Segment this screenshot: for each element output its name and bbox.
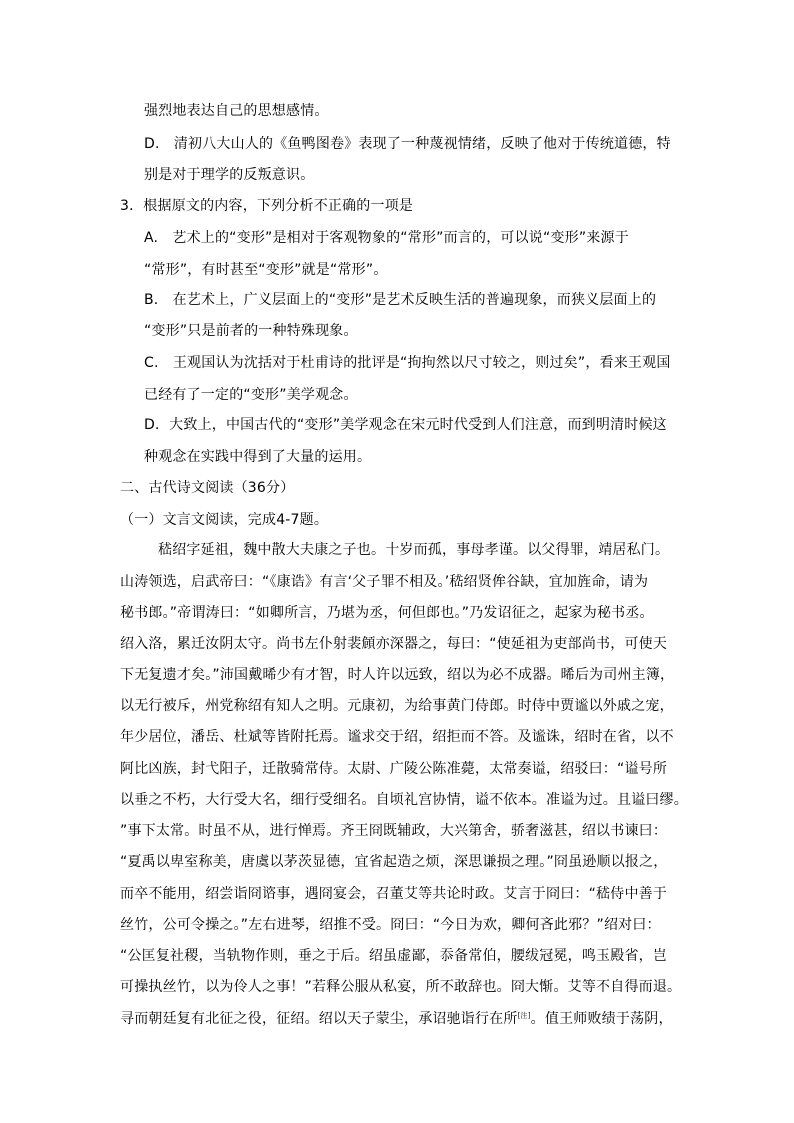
- option-b-line: B. 在艺术上，广义层面上的“变形”是艺术反映生活的普遍现象，而狭义层面上的: [144, 292, 657, 308]
- passage-line: ”事下太常。时虽不从，进行惮焉。齐王冏既辅政，大兴第舍，骄奢滋甚，绍以书谏曰：: [120, 823, 668, 839]
- option-a-line: A. 艺术上的“变形”是相对于客观物象的“常形”而言的，可以说“变形”来源于: [144, 230, 629, 246]
- option-d-line: D．大致上，中国古代的“变形”美学观念在宋元时代受到人们注意，而到明清时候这: [144, 417, 667, 433]
- text-line: 种观念在实践中得到了大量的运用。: [144, 449, 372, 465]
- text-line: “变形”只是前者的一种特殊现象。: [144, 323, 358, 339]
- passage-line: 年少居位，潘岳、杜斌等皆附托焉。谧求交于绍，绍拒而不答。及谧诛，绍时在省，以不: [120, 729, 674, 745]
- passage-line: 嵇绍字延祖，魏中散大夫康之子也。十岁而孤，事母孝谨。以父得罪，靖居私门。: [158, 542, 670, 558]
- passage-line: 而卒不能用，绍尝诣冏谘事，遇冏宴会，召董艾等共论时政。艾言于冏曰：“嵇侍中善于: [120, 886, 668, 902]
- text-line: 已经有了一定的“变形”美学观念。: [144, 387, 358, 403]
- passage-line: “夏禹以卑室称美，唐虞以茅茨显德，宜省起造之烦，深思谦损之理。”冏虽逊顺以报之，: [120, 854, 668, 870]
- passage-text: 寻而朝廷复有北征之役，征绍。绍以天子蒙尘，承诏驰诣行在所: [120, 1011, 518, 1027]
- passage-line: 山涛领选，启武帝曰：“《康诰》有言‘父子罪不相及。’嵇绍贤侔谷缺，宜加旌命，请为: [120, 574, 649, 590]
- passage-line: 阿比凶族，封弋阳子，迁散骑常侍。太尉、广陵公陈准薨，太常奏谥，绍驳曰：“谥号所: [120, 761, 668, 777]
- question-3-stem: 3．根据原文的内容，下列分析不正确的一项是: [120, 198, 414, 214]
- option-d-line: D. 清初八大山人的《鱼鸭图卷》表现了一种蔑视情绪，反映了他对于传统道德，特: [144, 136, 671, 152]
- passage-line: 绍入洛，累迁汝阴太守。尚书左仆射裴頠亦深器之，每曰：“使延祖为吏部尚书，可使天: [120, 636, 668, 652]
- passage-text: 。值王师败绩于荡阴，: [530, 1011, 673, 1027]
- section-heading: 二、古代诗文阅读（36分）: [120, 480, 295, 496]
- subsection-heading: （一）文言文阅读，完成4-7题。: [120, 512, 329, 528]
- passage-line: [120, 1009, 673, 1029]
- passage-line: 以垂之不朽，大行受大名，细行受细名。自顷礼宫协情，谥不依本。准谥为过。且谥曰缪。: [120, 792, 688, 808]
- option-c-line: C. 王观国认为沈括对于杜甫诗的批评是“拘拘然以尺寸较之，则过矣”，看来王观国: [144, 355, 671, 371]
- text-line: 别是对于理学的反叛意识。: [144, 167, 315, 183]
- passage-line: 丝竹，公可令操之。”左右进琴，绍推不受。冏曰：“今日为欢，卿何吝此邪？”绍对曰：: [120, 917, 661, 933]
- passage-line: 下无复遗才矣。”沛国戴晞少有才智，时人许以远致，绍以为必不成器。晞后为司州主簿，: [120, 667, 675, 683]
- passage-line: 可操执丝竹，以为伶人之事！”若释公服从私宴，所不敢辞也。冏大惭。艾等不自得而退。: [120, 979, 682, 995]
- text-line: 强烈地表达自己的思想感情。: [144, 103, 329, 119]
- passage-line: “公匡复社稷，当轨物作则，垂之于后。绍虽虚鄙，忝备常伯，腰绂冠冕，鸣玉殿省，岂: [120, 948, 668, 964]
- footnote-marker: [注]: [517, 1011, 531, 1020]
- passage-line: 以无行被斥，州党称绍有知人之明。元康初，为给事黄门侍郎。时侍中贾谧以外戚之宠，: [120, 698, 674, 714]
- text-line: “常形”，有时甚至“变形”就是“常形”。: [144, 262, 388, 278]
- passage-line: 秘书郎。”帝谓涛曰：“如卿所言，乃堪为丞，何但郎也。”乃发诏征之，起家为秘书丞。: [120, 605, 654, 621]
